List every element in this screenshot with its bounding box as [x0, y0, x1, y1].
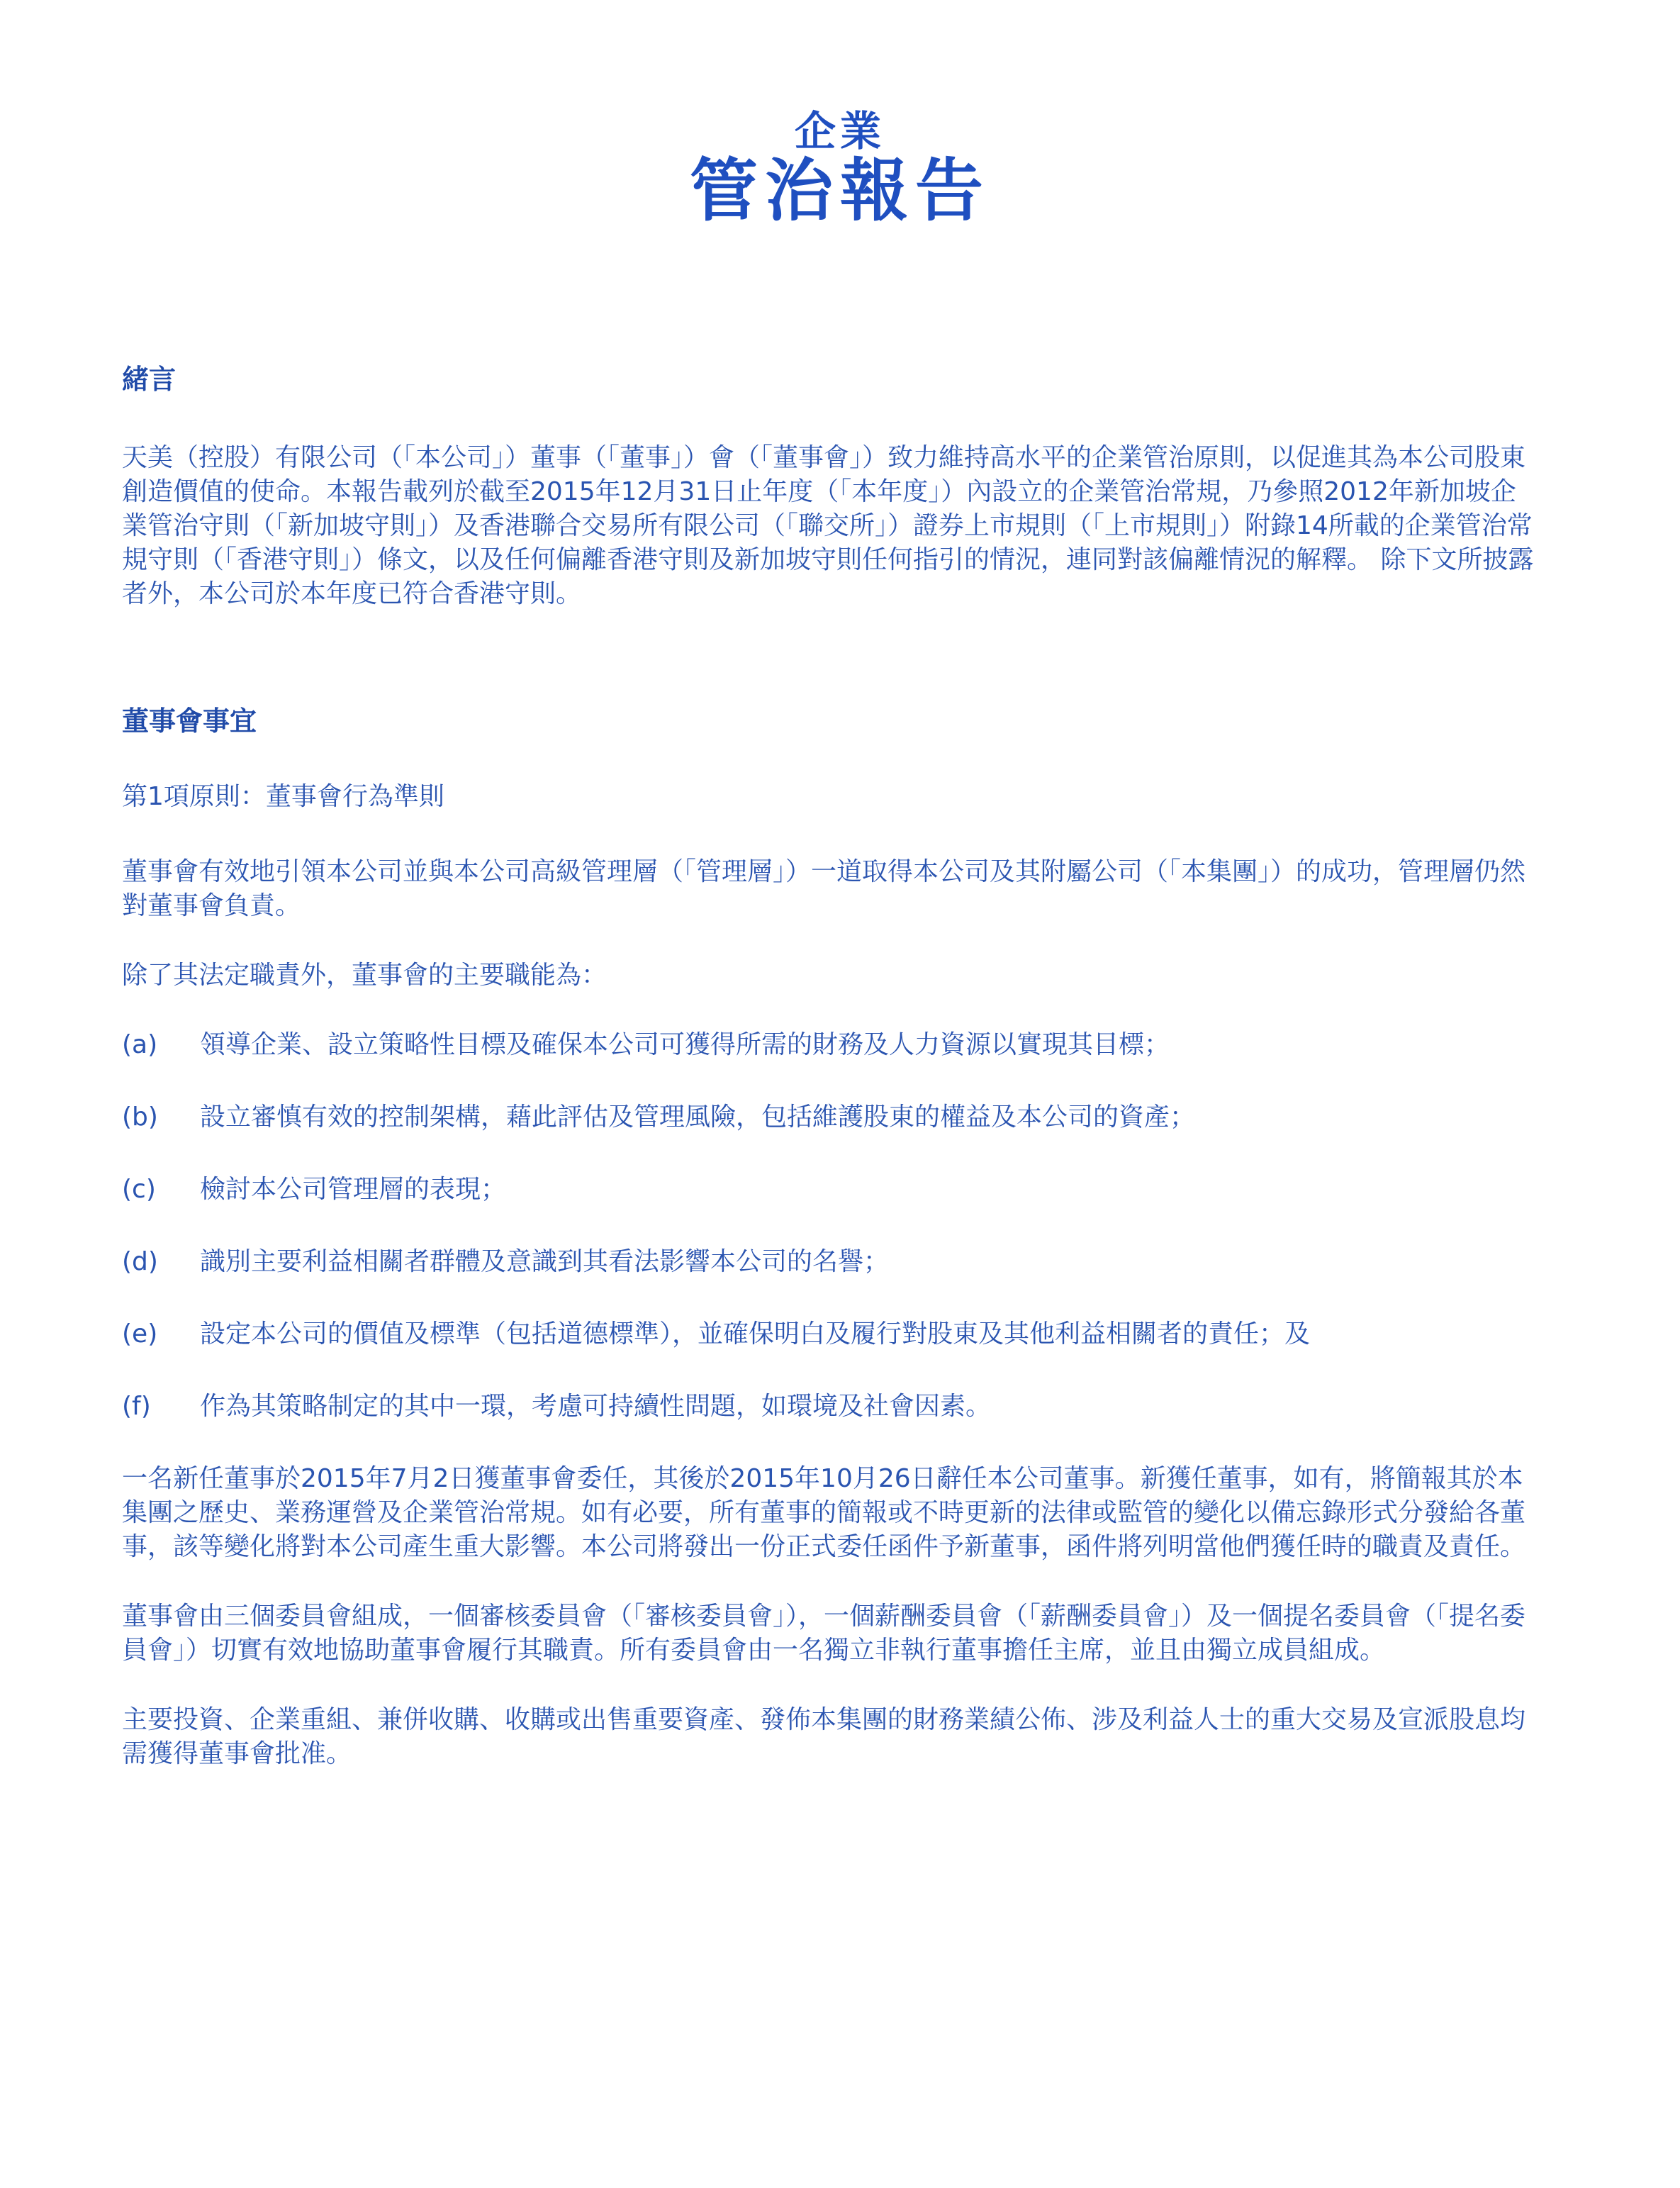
intro-heading: 緒言	[122, 364, 177, 395]
list-item	[122, 1028, 1540, 1062]
list-marker: (b)	[122, 1103, 158, 1132]
list-marker: (c)	[122, 1175, 156, 1204]
list-item-text: 作為其策略制定的其中一環，考慮可持續性問題，如環境及社會因素。	[200, 1392, 992, 1421]
list-marker: (e)	[122, 1319, 158, 1349]
board-heading: 董事會事宜	[122, 705, 257, 737]
list-item	[122, 1245, 1540, 1279]
principle-1-label: 第1項原則：董事會行為準則	[122, 782, 444, 811]
report-body	[122, 362, 1540, 1807]
list-item	[122, 1390, 1540, 1424]
board-paragraph-4: 董事會由三個委員會組成，一個審核委員會（「審核委員會」），一個薪酬委員會（「薪酬委員會」）及一個提名委員會（「提名委員會」）切實有效地協助董事會履行其職責。所有委員會由一名獨立非執行董事擔任主席，並且由獨立成員組成。	[122, 1602, 1526, 1665]
list-marker: (f)	[122, 1392, 151, 1421]
title-line-2: 管治報告	[690, 151, 990, 230]
board-paragraph-3: 一名新任董事於2015年7月2日獲董事會委任，其後於2015年10月26日辭任本公司董事。新獲任董事，如有，將簡報其於本集團之歷史、業務運營及企業管治常規。如有必要，所有董事的簡報或不時更新的法律或監管的變化以備忘錄形式分發給各董事，該等變化將對本公司產生重大影響。本公司將發出一份正式委任函件予新董事，函件將列明當他們獲任時的職責及責任。	[122, 1464, 1526, 1561]
list-item-text: 設立審慎有效的控制架構，藉此評估及管理風險，包括維護股東的權益及本公司的資產；	[200, 1103, 1196, 1132]
list-item-text: 領導企業、設立策略性目標及確保本公司可獲得所需的財務及人力資源以實現其目標；	[200, 1030, 1170, 1059]
board-paragraph-5: 主要投資、企業重組、兼併收購、收購或出售重要資產、發佈本集團的財務業績公佈、涉及利益人士的重大交易及宣派股息均需獲得董事會批准。	[122, 1705, 1526, 1768]
title-line-1: 企業	[794, 107, 885, 155]
list-item-text: 識別主要利益相關者群體及意識到其看法影響本公司的名譽；	[200, 1247, 890, 1276]
board-paragraph-2: 除了其法定職責外，董事會的主要職能為：	[122, 961, 607, 990]
list-marker: (d)	[122, 1247, 158, 1276]
list-marker: (a)	[122, 1030, 158, 1059]
intro-paragraph: 天美（控股）有限公司（「本公司」）董事（「董事」）會（「董事會」）致力維持高水平的企業管治原則，以促進其為本公司股東創造價值的使命。本報告載列於截至2015年12月31日止年度（「本年度」）內設立的企業管治常規，乃參照2012年新加坡企業管治守則（「新加坡守則」）及香港聯合交易所有限公司（「聯交所」）證券上市規則（「上市規則」）附錄14所載的企業管治常規守則（「香港守則」）條文，以及任何偏離香港守則及新加坡守則任何指引的情況，連同對該偏離情況的解釋。 除下文所披露者外，本公司於本年度已符合香港守則。	[122, 443, 1534, 608]
list-item	[122, 1317, 1540, 1351]
list-item-text: 設定本公司的價值及標準（包括道德標準），並確保明白及履行對股東及其他利益相關者的責任；及	[200, 1319, 1311, 1349]
board-functions-list	[122, 1028, 1540, 1424]
report-title	[0, 106, 1680, 230]
board-paragraph-1: 董事會有效地引領本公司並與本公司高級管理層（「管理層」）一道取得本公司及其附屬公司（「本集團」）的成功，管理層仍然對董事會負責。	[122, 857, 1526, 920]
list-item	[122, 1100, 1540, 1134]
list-item-text: 檢討本公司管理層的表現；	[200, 1175, 507, 1204]
list-item	[122, 1173, 1540, 1207]
